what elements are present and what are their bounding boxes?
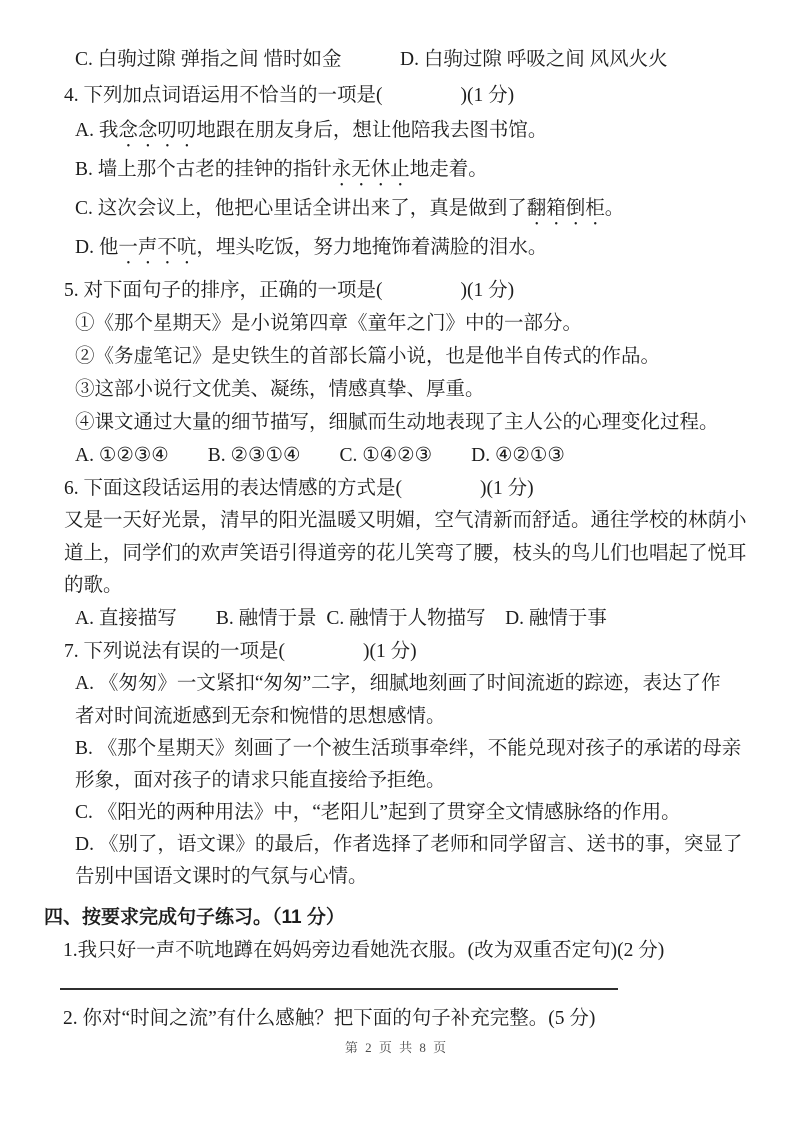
q7-option-c: C. 《阳光的两种用法》中，“老阳儿”起到了贯穿全文情感脉络的作用。 <box>75 802 681 823</box>
q4-option-c: C. 这次会议上，他把心里话全讲出来了，真是做到了翻箱倒柜。 <box>75 198 625 219</box>
q7-stem: 7. 下列说法有误的一项是( )(1 分) <box>64 641 417 662</box>
emphasis-dotted-word: 一声不吭 <box>118 237 197 258</box>
q6-passage-line-3: 的歌。 <box>64 575 123 596</box>
q5-sentence-2: ②《务虚笔记》是史铁生的首部长篇小说，也是他半自传式的作品。 <box>75 346 661 367</box>
q4-option-a: A. 我念念叨叨地跟在朋友身后，想让他陪我去图书馆。 <box>75 120 548 141</box>
q5-stem: 5. 对下面句子的排序，正确的一项是( )(1 分) <box>64 280 515 301</box>
q7-option-b-line-1: B. 《那个星期天》刻画了一个被生活琐事牵绊，不能兑现对孩子的承诺的母亲 <box>75 738 742 759</box>
q4-option-d: D. 他一声不吭，埋头吃饭，努力地掩饰着满脸的泪水。 <box>75 237 548 258</box>
q6-passage-line-1: 又是一天好光景，清早的阳光温暖又明媚，空气清新而舒适。通往学校的林荫小 <box>64 510 747 531</box>
q7-option-b-line-2: 形象，面对孩子的请求只能直接给予拒绝。 <box>75 770 446 791</box>
answer-blank-line <box>60 988 618 990</box>
q7-option-a-line-1: A. 《匆匆》一文紧扣“匆匆”二字，细腻地刻画了时间流逝的踪迹，表达了作 <box>75 673 721 694</box>
q6-passage-line-2: 道上，同学们的欢声笑语引得道旁的花儿笑弯了腰，枝头的鸟儿们也唱起了悦耳 <box>64 543 747 564</box>
emphasis-dotted-word: 念念叨叨 <box>118 120 197 141</box>
q5-options: A. ①②③④ B. ②③①④ C. ①④②③ D. ④②①③ <box>75 445 565 466</box>
section-4-heading: 四、按要求完成句子练习。（11 分） <box>44 907 345 928</box>
q6-stem: 6. 下面这段话运用的表达情感的方式是( )(1 分) <box>64 478 534 499</box>
q5-sentence-1: ①《那个星期天》是小说第四章《童年之门》中的一部分。 <box>75 313 583 334</box>
q5-sentence-3: ③这部小说行文优美、凝练，情感真挚、厚重。 <box>75 379 485 400</box>
q3-options-c-d: C. 白驹过隙 弹指之间 惜时如金 D. 白驹过隙 呼吸之间 风风火火 <box>75 49 668 70</box>
section4-q2-stem: 2. 你对“时间之流”有什么感触？把下面的句子补充完整。(5 分) <box>63 1008 596 1029</box>
q4-stem: 4. 下列加点词语运用不恰当的一项是( )(1 分) <box>64 85 515 106</box>
q7-option-d-line-2: 告别中国语文课时的气氛与心情。 <box>75 866 368 887</box>
q6-options: A. 直接描写 B. 融情于景 C. 融情于人物描写 D. 融情于事 <box>75 608 607 629</box>
section4-q1-stem: 1.我只好一声不吭地蹲在妈妈旁边看她洗衣服。(改为双重否定句)(2 分) <box>63 940 665 961</box>
page-footer: 第 2 页 共 8 页 <box>344 1040 449 1055</box>
q7-option-d-line-1: D. 《别了，语文课》的最后，作者选择了老师和同学留言、送书的事，突显了 <box>75 834 743 855</box>
emphasis-dotted-word: 翻箱倒柜 <box>526 198 605 219</box>
q7-option-a-line-2: 者对时间流逝感到无奈和惋惜的思想感情。 <box>75 706 446 727</box>
q5-sentence-4: ④课文通过大量的细节描写，细腻而生动地表现了主人公的心理变化过程。 <box>75 412 719 433</box>
q4-option-b: B. 墙上那个古老的挂钟的指针永无休止地走着。 <box>75 159 488 180</box>
emphasis-dotted-word: 永无休止 <box>331 159 410 180</box>
